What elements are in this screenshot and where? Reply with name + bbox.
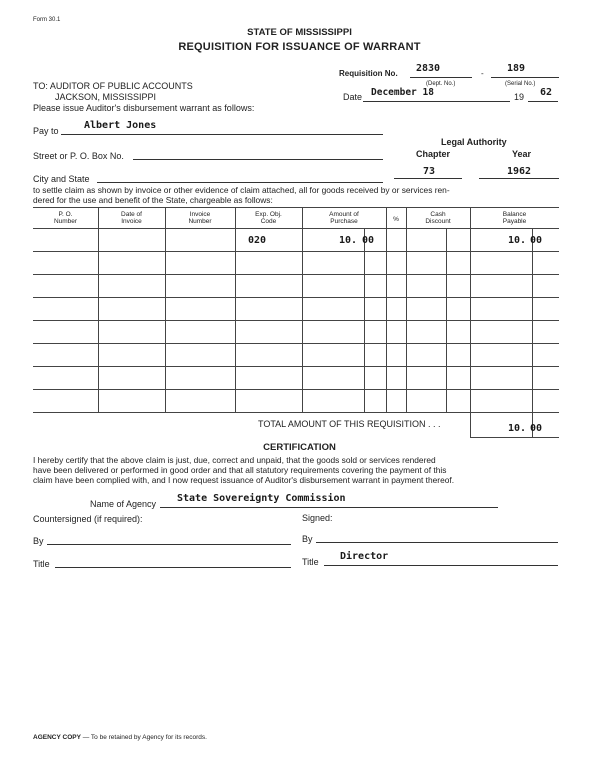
year-value[interactable]: 1962 (507, 166, 532, 177)
dept-no-value[interactable]: 2830 (416, 63, 441, 74)
agency-line (160, 507, 498, 508)
row1-balance-dollars[interactable]: 10. (508, 235, 527, 246)
signed-label: Signed: (302, 513, 333, 523)
date-label: Date (343, 92, 363, 102)
year-prefix: 19 (514, 92, 525, 102)
countersigned-label: Countersigned (if required): (33, 514, 143, 524)
serial-no-value[interactable]: 189 (507, 63, 526, 74)
chapter-value[interactable]: 73 (423, 166, 436, 177)
col-header-exp-obj-code: Exp. Obj. Code (255, 211, 282, 226)
serial-no-caption: (Serial No.) (505, 81, 536, 87)
title-left-label: Title (33, 559, 50, 569)
pay-to-line (61, 134, 383, 135)
total-label: TOTAL AMOUNT OF THIS REQUISITION . . . (258, 419, 441, 429)
agency-copy-note (33, 735, 207, 742)
form-number: Form 30.1 (33, 17, 61, 23)
chapter-label: Chapter (416, 149, 451, 159)
col-header-balance-payable: Balance Payable (502, 211, 527, 226)
street-line (133, 159, 383, 160)
dept-no-line (410, 77, 472, 78)
legal-authority-heading: Legal Authority (441, 137, 507, 147)
row1-exp-code[interactable]: 020 (248, 235, 267, 246)
please-issue-line: Please issue Auditor's disbursement warrant as follows: (33, 103, 255, 113)
year-line (528, 101, 558, 102)
state-heading: STATE OF MISSISSIPPI (247, 27, 352, 38)
certification-line3: claim have been complied with, and I now request issuance of Auditor's disbursement warrant in payment thereof. (33, 475, 455, 485)
row1-amount-cents[interactable]: 00 (362, 235, 375, 246)
city-label: City and State (33, 174, 90, 184)
year-suffix-value[interactable]: 62 (540, 87, 553, 98)
col-header-cash-discount: Cash Discount (425, 211, 451, 226)
col-header-po-number: P. O. Number (53, 211, 78, 226)
requisition-dash: - (481, 69, 484, 78)
to-auditor-line: TO: AUDITOR OF PUBLIC ACCOUNTS (33, 81, 193, 91)
chapter-line (394, 178, 462, 179)
certification-line1: I hereby certify that the above claim is just, due, correct and unpaid, that the goods sold or services rendered (33, 455, 436, 465)
title-right-label: Title (302, 557, 319, 567)
settle-text-line1: to settle claim as shown by invoice or other evidence of claim attached, all for goods received by or services ren- (33, 185, 450, 195)
street-label: Street or P. O. Box No. (33, 151, 124, 161)
year-label: Year (512, 149, 532, 159)
settle-text-line2: dered for the use and benefit of the State, chargeable as follows: (33, 195, 273, 205)
form-title: REQUISITION FOR ISSUANCE OF WARRANT (178, 41, 421, 53)
date-value[interactable]: December 18 (371, 87, 434, 98)
serial-no-line (491, 77, 559, 78)
by-right-line[interactable] (316, 542, 558, 543)
agency-label: Name of Agency (90, 499, 157, 509)
to-city-line: JACKSON, MISSISSIPPI (55, 92, 157, 102)
agency-value[interactable]: State Sovereignty Commission (177, 493, 346, 504)
by-left-line[interactable] (47, 544, 291, 545)
requisition-label: Requisition No. (339, 69, 398, 78)
city-line (97, 182, 383, 183)
pay-to-label: Pay to (33, 126, 59, 136)
certification-heading: CERTIFICATION (263, 442, 336, 453)
col-header-percent: % (393, 216, 399, 223)
total-dollars[interactable]: 10. (508, 423, 527, 434)
year-value-line (479, 178, 559, 179)
by-left-label: By (33, 536, 44, 546)
pay-to-value[interactable]: Albert Jones (84, 120, 157, 131)
agency-copy-label: AGENCY COPY (33, 734, 81, 741)
col-header-invoice-number: Invoice Number (188, 211, 212, 226)
by-right-label: By (302, 534, 313, 544)
title-left-line[interactable] (55, 567, 291, 568)
col-header-date-of-invoice: Date of Invoice (121, 211, 142, 226)
col-header-amount-of-purchase: Amount of Purchase (329, 211, 359, 226)
total-cents[interactable]: 00 (530, 423, 543, 434)
title-right-value[interactable]: Director (340, 551, 389, 562)
row1-balance-cents[interactable]: 00 (530, 235, 543, 246)
row1-amount-dollars[interactable]: 10. (339, 235, 358, 246)
agency-copy-text: — To be retained by Agency for its records. (82, 734, 207, 741)
date-line (363, 101, 510, 102)
title-right-line (324, 565, 558, 566)
dept-no-caption: (Dept. No.) (426, 81, 456, 87)
certification-line2: have been delivered or performed in good order and that all statutory requirements covering the payment of this (33, 465, 447, 475)
